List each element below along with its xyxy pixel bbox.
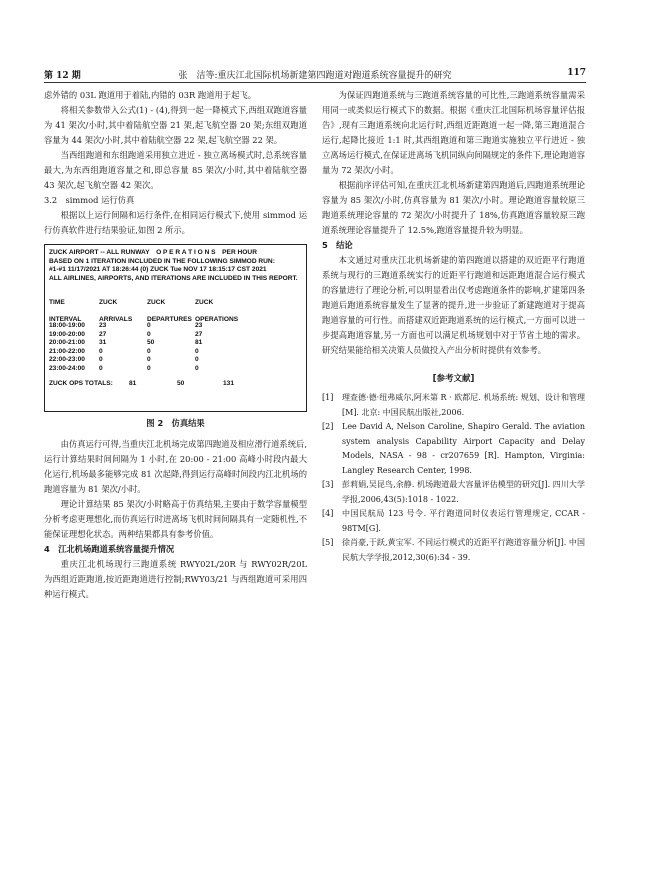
sim-cell: 50 [177,379,185,387]
right-column [322,88,585,565]
sim-cell: 27 [195,330,203,338]
sim-cell: 0 [147,330,151,338]
reference-item [322,507,585,536]
col-header: DEPARTURES [147,316,192,324]
sim-cell: 21:00-22:00 [49,347,85,355]
sim-cell: 50 [147,339,155,347]
paragraph: 为保证四跑道系统与三跑道系统容量的可比性,三跑道系统容量需采用同一或类似运行模式下的数据。根据《重庆江北国际机场容量评估报告》,现有三跑道系统向北运行时,西组近距跑道一起一降,第三跑道混合运行,起降比接近 1:1 时,其西组跑道和第三跑道实施独立平行进近 - 独立离场运行模式,在保证进离场飞机同纵向间隔规定的条件下,理论跑道容量为 72 架次/小时。 [322,90,585,175]
section-heading: 4 江北机场跑道系统容量提升情况 [44,544,175,554]
sim-table-row [49,331,302,340]
col-header: ZUCK [147,299,166,306]
sim-table-row [49,339,302,348]
left-column [44,88,307,602]
sim-cell: 23 [195,322,203,329]
sim-cell: 0 [147,322,151,329]
sim-cell: 0 [195,356,199,364]
sim-cell: 0 [99,364,103,372]
reference-text: Lee David A, Nelson Caroline, Shapiro Gerald. The aviation system analysis Capability Airport Capacity and Delay Models, NASA - 98 - cr207659 [R]. Hampton, Virginia: Langley Research Center, 1998. [342,422,585,475]
paragraph: 将相关参数带入公式(1) - (4),得到一起一降模式下,西组双跑道容量为 41 架次/小时,其中着陆航空器 21 架,起飞航空器 20 架;东组双跑道容量为 44 架次/小时,其中着陆航空器 22 架,起飞航空器 22 架。 [44,105,307,145]
sim-cell: 0 [99,347,103,355]
sim-cell: 0 [147,347,151,355]
sim-totals-label: ZUCK OPS TOTALS: [49,379,113,387]
sim-cell: 18:00-19:00 [49,322,85,329]
section-heading: 5 结论 [322,240,353,250]
col-header: ARRIVALS [99,316,133,324]
sim-cell: 0 [99,356,103,364]
subsection-heading: 3.2 simmod 运行仿真 [44,195,135,205]
paragraph: 由仿真运行可得,当重庆江北机场完成第四跑道及相应滑行道系统后,运行计算结果时间间隔为 1 小时,在 20:00 - 21:00 高峰小时段内最大化运行,机场最多能够完成 81 次起降,得到运行高峰时间段内江北机场的跑道容量为 81 架次/小时。 [44,439,307,494]
figure-caption: 图 2 仿真结果 [146,418,205,428]
simulation-output-figure [44,244,307,412]
sim-cell: 23 [99,322,107,329]
paragraph: 根据以上运行间隔和运行条件,在相同运行模式下,使用 simmod 运行仿真软件进行结果验证,如图 2 所示。 [44,210,307,235]
sim-cell: 131 [223,379,235,387]
paragraph: 根据前序评估可知,在重庆江北机场新建第四跑道后,四跑道系统理论容量为 85 架次/小时,仿真容量为 81 架次/小时。理论跑道容量较原三跑道系统理论容量的 72 架次/小时提升了 18%,仿真跑道容量较原三跑道系统理论容量提升了 12.5%,跑道容量提升较为明显。 [322,180,585,235]
sim-cell: 20:00-21:00 [49,339,85,347]
sim-cell: 19:00-20:00 [49,330,85,338]
paragraph: 本文通过对重庆江北机场新建的第四跑道以搭建的双近距平行跑道系统与现行的三跑道系统实行的近距平行跑道和远距跑道混合运行模式的容量进行了理论分析,可以明显看出仅考虑跑道条件的影响,扩建第四条跑道后跑道系统容量发生了显著的提升,进一步验证了新建跑道对于提高跑道容量的可行性。而搭建双近距跑道系统的运行模式,一方面可以进一步提高跑道容量,另一方面也可以满足机场规划中对于节省土地的需求。研究结果能给相关决策人员做投入产出分析时提供有效参考。 [322,255,585,355]
sim-cell: 27 [99,330,107,338]
reference-text: 理查德·德·纽弗威尔,阿米第 R · 欧都尼. 机场系统: 规划、设计和管理[M]. 北京: 中国民航出版社,2006. [342,393,585,417]
header-rule [44,82,586,83]
reference-number: [4] [322,509,334,518]
sim-header-line: #1-#1 11/17/2021 AT 18:26:44 (0) ZUCK Tue NOV 17 18:15:17 CST 2021 [49,266,267,274]
reference-item [322,391,585,420]
sim-cell: 31 [99,339,107,347]
sim-table [49,299,302,388]
sim-table-row [49,356,302,365]
reference-text: 中国民航局 123 号令. 平行跑道同时仪表运行管理规定, CCAR - 98TM[G]. [342,509,585,533]
sim-cell: 0 [195,347,199,355]
reference-item [322,420,585,478]
sim-cell: 23:00-24:00 [49,364,85,372]
reference-text: 徐肖豪,于跃,黄宝军. 不同运行模式的近距平行跑道容量分析[J]. 中国民航大学学报,2012,30(6):34 - 39. [342,538,585,562]
reference-item [322,536,585,565]
page-header [44,66,586,82]
sim-totals-row [49,380,302,389]
reference-number: [5] [322,538,334,547]
sim-cell: 0 [147,364,151,372]
reference-number: [1] [322,393,334,402]
reference-text: 彭莉娟,吴昆鸟,余静. 机场跑道最大容量评估模型的研究[J]. 四川大学学报,2006,43(5):1018 - 1022. [342,480,585,504]
sim-cell: 0 [147,356,151,364]
sim-cell: 0 [195,364,199,372]
reference-number: [2] [322,422,334,431]
references-heading: [参考文献] [432,374,475,384]
sim-table-row [49,322,302,331]
sim-cell: 81 [195,339,203,347]
sim-header-line: ALL AIRLINES, AIRPORTS, AND ITERATIONS ARE INCLUDED IN THIS REPORT. [49,274,298,282]
issue-number: 第 12 期 [44,71,81,81]
sim-cell: 22:00-23:00 [49,356,85,364]
page-number: 117 [567,68,586,78]
reference-number: [3] [322,480,334,489]
paragraph: 理论计算结果 85 架次/小时略高于仿真结果,主要由于数学容量模型分析考虑更理想化,而仿真运行时进离场飞机时间间隔具有一定随机性,不能保证理想化状态。两种结果都具有参考价值。 [44,499,307,539]
col-header: ZUCK [195,299,214,306]
paragraph: 当西组跑道和东组跑道采用独立进近 - 独立离场模式时,总系统容量最大,为东西组跑道容量之和,即总容量 85 架次/小时,其中着陆航空器 43 架次,起飞航空器 42 架次。 [44,150,307,190]
sim-table-header [49,299,302,324]
sim-cell: 81 [129,379,137,387]
col-header: ZUCK [99,299,118,306]
sim-header-line: ZUCK AIRPORT -- ALL RUNWAY O P E R A T I O N S PER HOUR [49,249,257,256]
paragraph: 重庆江北机场现行三跑道系统 RWY02L/20R 与 RWY02R/20L 为西组近距跑道,按近距跑道进行控制;RWY03/21 与西组跑道可采用四种运行模式。 [44,559,307,599]
col-header: TIME [49,299,65,306]
sim-table-row [49,365,302,374]
sim-header-line: BASED ON 1 ITERATION INCLUDED IN THE FOLLOWING SIMMOD RUN: [49,257,275,265]
col-header: INTERVAL [49,316,82,324]
reference-list [322,391,585,565]
running-title: 张 洁等:重庆江北国际机场新建第四跑道对跑道系统容量提升的研究 [178,71,452,81]
paragraph: 虑外错的 03L 跑道用于着陆,内错的 03R 跑道用于起飞。 [44,90,256,100]
col-header: OPERATIONS [195,316,239,324]
sim-table-row [49,348,302,357]
reference-item [322,478,585,507]
